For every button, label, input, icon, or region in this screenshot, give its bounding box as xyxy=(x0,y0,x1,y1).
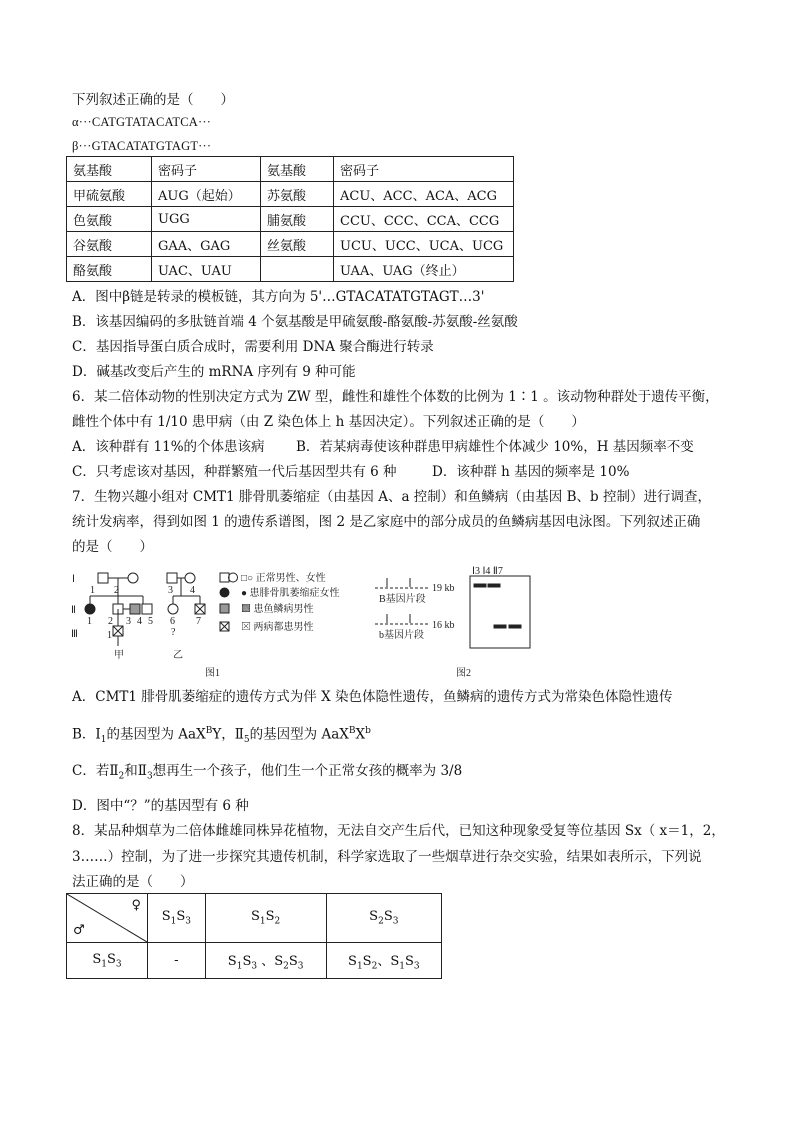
band-ii7-b2 xyxy=(509,625,521,628)
q8-stem-3: 法正确的是（ ） xyxy=(72,874,194,890)
q6-option-c: C．只考虑该对基因，种群繁殖一代后基因型共有 6 种 xyxy=(72,464,397,480)
q5-option-d: D．碱基改变后产生的 mRNA 序列有 9 种可能 xyxy=(72,364,356,380)
table-row: 甲硫氨酸 AUG（起始） 苏氨酸 ACU、ACC、ACA、ACG xyxy=(67,182,514,207)
q5-option-b: B．该基因编码的多肽链首端 4 个氨基酸是甲硫氨酸-酪氨酸-苏氨酸-丝氨酸 xyxy=(72,314,518,330)
legend-normal: □○ 正常男性、女性 xyxy=(241,573,326,584)
size-16kb: 16 kb xyxy=(432,620,455,631)
b-small-fragment-label: b基因片段 xyxy=(379,630,424,641)
q7-option-a: A．CMT1 腓骨肌萎缩症的遗传方式为伴 X 染色体隐性遗传，鱼鳞病的遗传方式为常染色体隐性遗传 xyxy=(72,689,673,705)
q6-stem-1: 6．某二倍体动物的性别决定方式为 ZW 型，雌性和雄性个体数的比例为 1∶1 。该动物种群处于遗传平衡， xyxy=(72,389,719,405)
q8-stem-1: 8．某品种烟草为二倍体雌雄同株异花植物，无法自交产生后代，已知这种现象受复等位基因 Sx（ x＝1，2， xyxy=(72,823,725,839)
pedigree-ichthyosis-male xyxy=(130,604,140,614)
diagonal-header-cell: ♀ ♂ xyxy=(67,894,148,943)
q7-option-c: C．若$Ⅱ_2$和$Ⅱ_3$想再生一个孩子，他们生一个正常女孩的概率为 3/8 xyxy=(72,763,463,782)
band-i3-b xyxy=(474,584,486,587)
gen-label-3: Ⅲ xyxy=(71,629,78,640)
q6-stem-2: 雌性个体中有 1/10 患甲病（由 Z 染色体上 h 基因决定）。下列叙述正确的是（ ） xyxy=(72,414,585,430)
table-row: 谷氨酸 GAA、GAG 丝氨酸 UCU、UCC、UCA、UCG xyxy=(67,232,514,257)
svg-text:1: 1 xyxy=(87,616,92,627)
pedigree-figure xyxy=(70,566,350,678)
q7-option-b: B．$Ⅰ_1$的基因型为 AaX$^B$Y，$Ⅱ_5$的基因型为 $AaX^BX^b$ xyxy=(72,726,371,746)
lane-labels: Ⅰ3 Ⅰ4 Ⅱ7 xyxy=(472,566,503,577)
band-ii7-b1 xyxy=(494,625,506,628)
b-fragment-label: B基因片段 xyxy=(379,594,426,605)
svg-text:1: 1 xyxy=(90,585,95,596)
pedigree-male xyxy=(98,573,108,583)
svg-text:?: ? xyxy=(171,627,176,638)
q5-stem: 下列叙述正确的是（ ） xyxy=(72,92,234,108)
q6-option-a: A．该种群有 11%的个体患该病 xyxy=(72,439,265,455)
q6-option-b: B．若某病毒使该种群患甲病雄性个体减少 10%，H 基因频率不变 xyxy=(296,439,694,455)
family-a-label: 甲 xyxy=(114,650,124,661)
size-19kb: 19 kb xyxy=(432,583,455,594)
q5-option-c: C．基因指导蛋白质合成时，需要利用 DNA 聚合酶进行转录 xyxy=(72,339,434,355)
svg-text:2: 2 xyxy=(108,616,113,627)
svg-text:4: 4 xyxy=(137,616,142,627)
q7-option-d: D．图中“？”的基因型有 6 种 xyxy=(72,798,249,814)
electrophoresis-figure xyxy=(370,566,550,678)
table-row: 酪氨酸 UAC、UAU UAA、UAG（终止） xyxy=(67,257,514,282)
q7-stem-1: 7．生物兴趣小组对 CMT1 腓骨肌萎缩症（由基因 A、a 控制）和鱼鳞病（由基因 B、b 控制）进行调查， xyxy=(72,489,711,505)
alpha-strand: α···CATGTATACATCA··· xyxy=(72,115,212,129)
pedigree-affected-female xyxy=(85,604,95,614)
family-b-label: 乙 xyxy=(173,650,183,661)
svg-text:3: 3 xyxy=(168,585,173,596)
legend-cmt1: ● 患腓骨肌萎缩症女性 xyxy=(241,588,340,599)
pedigree-male xyxy=(142,604,152,614)
q5-option-a: A．图中β链是转录的模板链，其方向为 5'…GTACATATGTAGT…3' xyxy=(72,289,485,305)
q7-stem-3: 的是（ ） xyxy=(72,539,153,555)
svg-text:2: 2 xyxy=(114,585,119,596)
figure2-caption: 图2 xyxy=(456,668,471,678)
pedigree-female xyxy=(128,573,138,583)
gen-label-1: Ⅰ xyxy=(72,574,75,585)
svg-text:6: 6 xyxy=(170,616,175,627)
table-row: $S_1S_3$ - $S_1S_3$ 、$S_2S_3$ $S_1S_2$、$S_1S_3$ xyxy=(67,943,442,979)
legend-both: ⊠ 两病都患男性 xyxy=(241,622,314,633)
svg-text:3: 3 xyxy=(126,616,131,627)
table-row: 色氨酸 UGG 脯氨酸 CCU、CCC、CCA、CCG xyxy=(67,207,514,232)
figure1-caption: 图1 xyxy=(205,668,220,678)
cross-table: ♀ ♂ $S_1S_3$ $S_1S_2$ $S_2S_3$ $S_1S_3$ - $S_1S_3$ 、$S_2S_3$ $S_1S_2$、$S_1S_3$ xyxy=(66,893,442,979)
q8-stem-2: 3……）控制，为了进一步探究其遗传机制，科学家选取了一些烟草进行杂交实验，结果如表所示，下列说 xyxy=(72,849,702,865)
svg-text:7: 7 xyxy=(196,616,201,627)
q6-option-d: D．该种群 h 基因的频率是 10% xyxy=(432,464,630,480)
q7-stem-2: 统计发病率，得到如图 1 的遗传系谱图，图 2 是乙家庭中的部分成员的鱼鳞病基因电泳图。下列叙述正确 xyxy=(72,514,701,530)
svg-text:1: 1 xyxy=(107,630,112,641)
gen-label-2: Ⅱ xyxy=(71,605,76,616)
codon-table: 氨基酸 密码子 氨基酸 密码子 甲硫氨酸 AUG（起始） 苏氨酸 ACU、ACC、ACA、ACG 色氨酸 UGG 脯氨酸 CCU、CCC、CCA、CCG 谷氨酸 GAA、GAG 丝氨酸 UCU、UCC、UCA、UCG 酪氨酸 UAC、UAU UAA、UAG（终止） xyxy=(66,156,514,282)
svg-text:4: 4 xyxy=(190,585,195,596)
beta-strand: β···GTACATATGTAGT··· xyxy=(72,139,212,153)
legend-ichthyosis: ▩ 患鱼鳞病男性 xyxy=(241,604,314,615)
svg-text:5: 5 xyxy=(148,616,153,627)
band-i4-b xyxy=(488,584,500,587)
